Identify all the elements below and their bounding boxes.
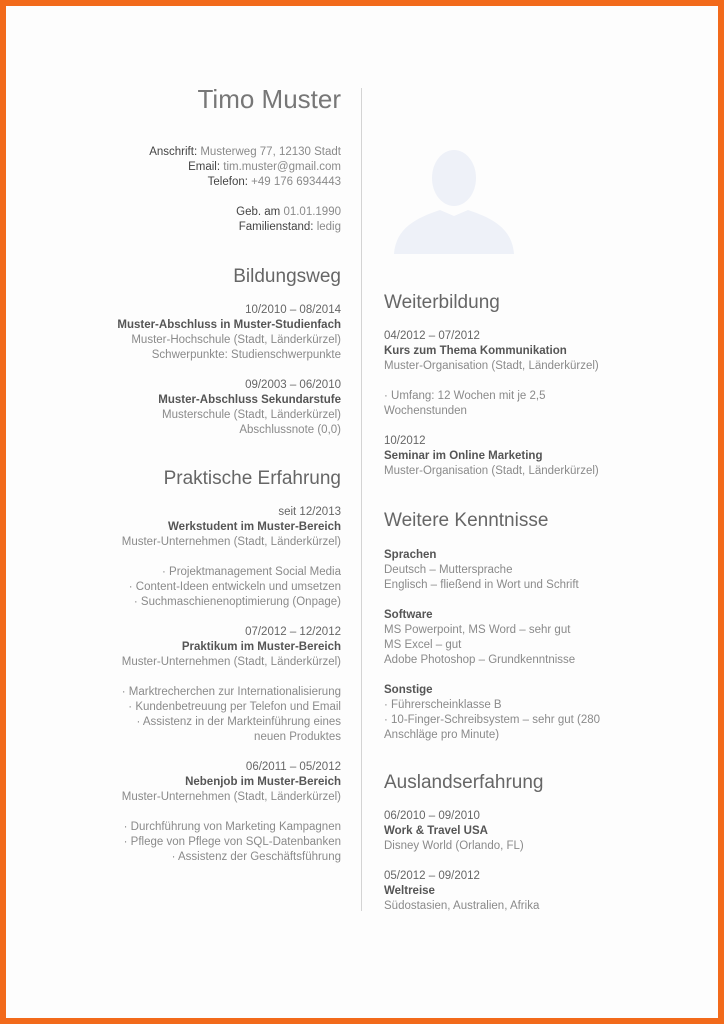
skills-languages-label: Sprachen bbox=[384, 549, 437, 561]
skills-other-label: Sonstige bbox=[384, 684, 433, 696]
skills-software-line-2: MS Excel – gut bbox=[384, 639, 462, 651]
birth-line: Geb. am 01.01.1990 bbox=[236, 206, 341, 218]
skills-heading: Weitere Kenntnisse bbox=[384, 510, 549, 531]
contact-block bbox=[66, 145, 341, 235]
exp-3-title: Nebenjob im Muster-Bereich bbox=[185, 776, 341, 788]
training-2-title: Seminar im Online Marketing bbox=[384, 450, 543, 462]
edu-1-date: 10/2010 – 08/2014 bbox=[245, 304, 341, 316]
avatar-placeholder-icon bbox=[394, 146, 514, 254]
abroad-1-title: Work & Travel USA bbox=[384, 825, 488, 837]
edu-2-line-1: Musterschule (Stadt, Länderkürzel) bbox=[162, 409, 341, 421]
education-heading: Bildungsweg bbox=[233, 266, 341, 287]
skills-software-label: Software bbox=[384, 609, 433, 621]
family-line: Familienstand: ledig bbox=[238, 221, 341, 233]
abroad-2-date: 05/2012 – 09/2012 bbox=[384, 870, 480, 882]
exp-2-title: Praktikum im Muster-Bereich bbox=[181, 641, 341, 653]
edu-1-line-1: Muster-Hochschule (Stadt, Länderkürzel) bbox=[131, 334, 341, 346]
exp-1-org: Muster-Unternehmen (Stadt, Länderkürzel) bbox=[121, 536, 341, 548]
exp-1-bullet-3: · Suchmaschienenoptimierung (Onpage) bbox=[133, 596, 341, 608]
skills-other-line-3: Anschläge pro Minute) bbox=[384, 729, 500, 741]
training-1-note-2: Wochenstunden bbox=[384, 405, 467, 417]
abroad-1-place: Disney World (Orlando, FL) bbox=[384, 840, 524, 852]
email-line: Email: tim.muster@gmail.com bbox=[188, 161, 341, 173]
exp-2-date: 07/2012 – 12/2012 bbox=[245, 626, 341, 638]
exp-1-bullet-1: · Projektmanagement Social Media bbox=[162, 566, 341, 578]
abroad-2-title: Weltreise bbox=[384, 885, 435, 897]
exp-1-title: Werkstudent im Muster-Bereich bbox=[168, 521, 341, 533]
abroad-section bbox=[384, 771, 684, 914]
experience-heading: Praktische Erfahrung bbox=[163, 468, 341, 489]
exp-2-bullet-3: · Assistenz in der Markteinführung eines bbox=[136, 716, 341, 728]
edu-2-date: 09/2003 – 06/2010 bbox=[245, 379, 341, 391]
edu-2-line-2: Abschlussnote (0,0) bbox=[239, 424, 341, 436]
skills-languages-line-2: Englisch – fließend in Wort und Schrift bbox=[384, 579, 579, 591]
exp-3-bullet-2: · Pflege von Pflege von SQL-Datenbanken bbox=[123, 836, 341, 848]
exp-3-date: 06/2011 – 05/2012 bbox=[245, 761, 341, 773]
training-1-org: Muster-Organisation (Stadt, Länderkürzel) bbox=[384, 360, 599, 372]
exp-3-org: Muster-Unternehmen (Stadt, Länderkürzel) bbox=[121, 791, 341, 803]
exp-2-bullet-4: neuen Produktes bbox=[254, 731, 341, 743]
abroad-heading: Auslandserfahrung bbox=[384, 772, 544, 793]
exp-2-bullet-1: · Marktrecherchen zur Internationalisierung bbox=[121, 686, 341, 698]
training-1-date: 04/2012 – 07/2012 bbox=[384, 330, 480, 342]
skills-section bbox=[384, 509, 684, 743]
exp-1-date: seit 12/2013 bbox=[278, 506, 341, 518]
training-2-date: 10/2012 bbox=[384, 435, 426, 447]
exp-2-bullet-2: · Kundenbetreuung per Telefon und Email bbox=[128, 701, 341, 713]
experience-section bbox=[66, 467, 341, 865]
edu-1-line-2: Schwerpunkte: Studienschwerpunkte bbox=[151, 349, 341, 361]
skills-other-line-1: · Führerscheinklasse B bbox=[384, 699, 502, 711]
phone-line: Telefon: +49 176 6934443 bbox=[207, 176, 341, 188]
exp-1-bullet-2: · Content-Ideen entwickeln und umsetzen bbox=[128, 581, 341, 593]
skills-software-line-1: MS Powerpoint, MS Word – sehr gut bbox=[384, 624, 571, 636]
skills-other-line-2: · 10-Finger-Schreibsystem – sehr gut (280 bbox=[384, 714, 601, 726]
training-section bbox=[384, 291, 684, 479]
exp-3-bullet-3: · Assistenz der Geschäftsführung bbox=[171, 851, 341, 863]
skills-software-line-3: Adobe Photoshop – Grundkenntnisse bbox=[384, 654, 576, 666]
training-1-note-1: · Umfang: 12 Wochen mit je 2,5 bbox=[384, 390, 546, 402]
education-section bbox=[66, 265, 341, 438]
address-line: Anschrift: Musterweg 77, 12130 Stadt bbox=[149, 146, 341, 158]
exp-3-bullet-1: · Durchführung von Marketing Kampagnen bbox=[123, 821, 341, 833]
cv-name: Timo Muster bbox=[197, 84, 341, 114]
edu-1-title: Muster-Abschluss in Muster-Studienfach bbox=[117, 319, 341, 331]
training-1-title: Kurs zum Thema Kommunikation bbox=[384, 345, 567, 357]
abroad-1-date: 06/2010 – 09/2010 bbox=[384, 810, 480, 822]
edu-2-title: Muster-Abschluss Sekundarstufe bbox=[158, 394, 341, 406]
training-2-org: Muster-Organisation (Stadt, Länderkürzel) bbox=[384, 465, 599, 477]
skills-languages-line-1: Deutsch – Muttersprache bbox=[384, 564, 513, 576]
column-divider bbox=[361, 88, 362, 911]
abroad-2-place: Südostasien, Australien, Afrika bbox=[384, 900, 540, 912]
training-heading: Weiterbildung bbox=[384, 292, 500, 313]
exp-2-org: Muster-Unternehmen (Stadt, Länderkürzel) bbox=[121, 656, 341, 668]
